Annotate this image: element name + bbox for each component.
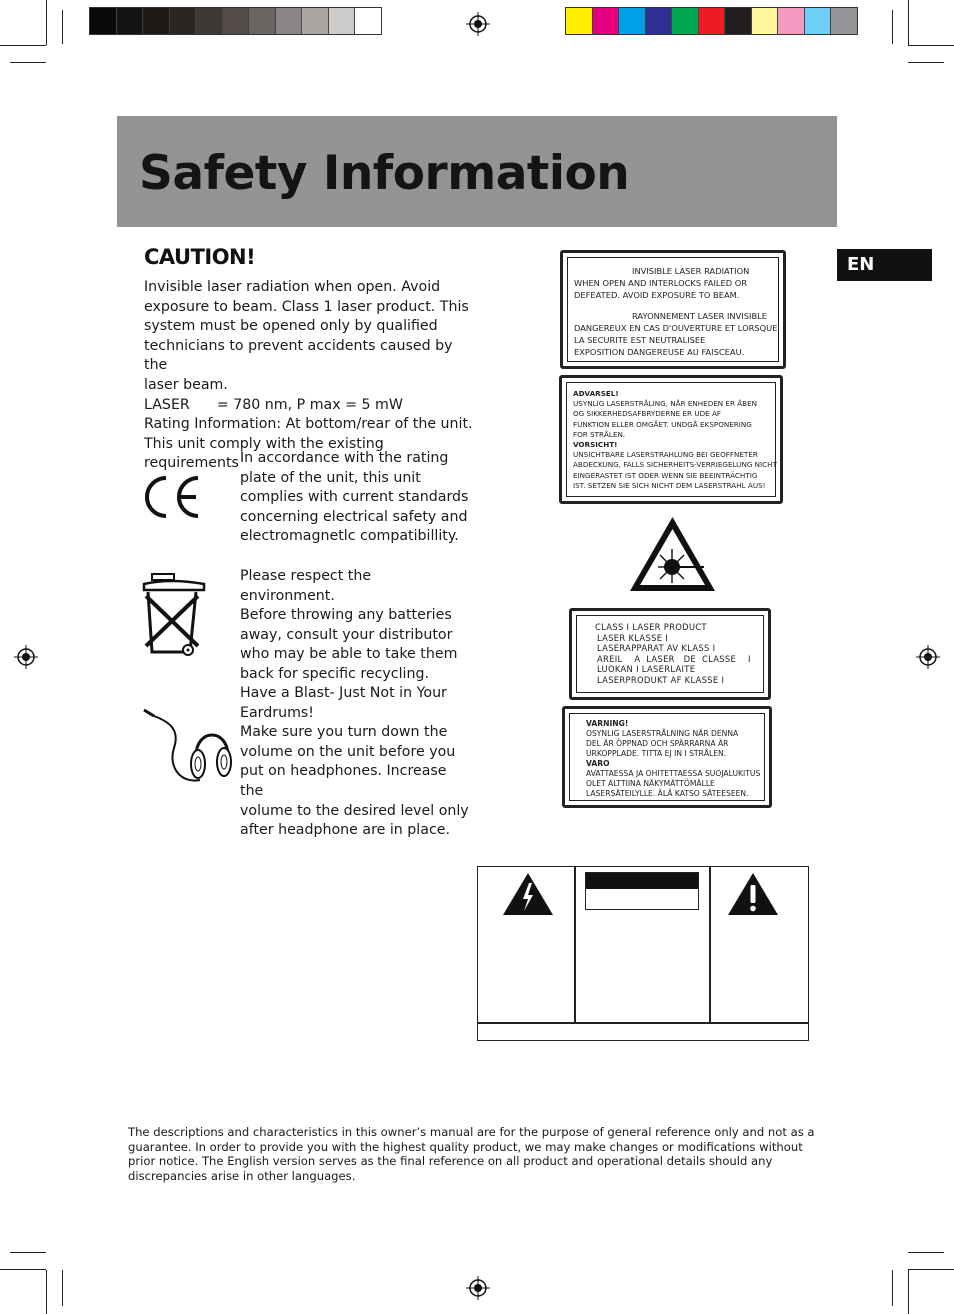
registration-mark-icon xyxy=(14,645,38,669)
notice-line: put on headphones. Increase the xyxy=(240,763,447,799)
caution-text xyxy=(144,278,474,474)
grayscale-calibration-bar xyxy=(89,7,382,35)
recycling-notice-text xyxy=(240,567,470,685)
calibration-swatch xyxy=(249,8,276,34)
exclamation-warning-icon xyxy=(727,872,779,916)
calibration-swatch xyxy=(831,8,857,34)
crop-mark xyxy=(10,1252,46,1253)
crop-mark xyxy=(46,1270,47,1314)
notice-line: Make sure you turn down the xyxy=(240,724,448,741)
laser-hazard-icon xyxy=(628,515,717,593)
notice-line: after headphone are in place. xyxy=(240,822,450,839)
calibration-swatch xyxy=(90,8,117,34)
crop-mark xyxy=(908,1252,944,1253)
disclaimer-line: guarantee. In order to provide you with the highest quality product, we may make changes or modifications without xyxy=(128,1139,803,1154)
disclaimer-line: discrepancies arise in other languages. xyxy=(128,1168,356,1183)
crop-mark xyxy=(0,45,46,46)
label-line: IST. SETZEN SIE SICH NICHT DEM LASERSTRAHL AUS! xyxy=(573,480,766,490)
divider xyxy=(574,867,576,1022)
calibration-swatch xyxy=(302,8,329,34)
calibration-swatch xyxy=(355,8,381,34)
varning-label xyxy=(562,706,772,808)
notice-line: volume to the desired level only xyxy=(240,802,469,819)
crop-mark xyxy=(908,1269,954,1270)
calibration-swatch xyxy=(196,8,223,34)
label-line: LASERAPPARAT AV KLASS I xyxy=(597,643,716,654)
calibration-swatch xyxy=(276,8,303,34)
label-line: AVATTAESSA JA OHITETTAESSA SUOJALUKITUS xyxy=(586,769,761,778)
crop-mark xyxy=(908,1270,909,1314)
lightning-warning-icon xyxy=(502,872,554,916)
label-line: FOR STRÅLEN. xyxy=(573,429,626,439)
caution-plate xyxy=(585,872,699,910)
registration-mark-icon xyxy=(466,1276,490,1300)
label-line: WHEN OPEN AND INTERLOCKS FAILED OR xyxy=(574,278,748,288)
caution-line: Rating Information: At bottom/rear of the unit. xyxy=(144,416,473,433)
calibration-swatch xyxy=(329,8,356,34)
label-line: DEL ÄR ÖPPNAD OCH SPÄRRARNA ÄR xyxy=(586,739,729,748)
notice-line: Please respect the environment. xyxy=(240,568,372,604)
notice-line: volume on the unit before you xyxy=(240,743,456,760)
label-line: ABDECKUNG, FALLS SICHERHEITS-VERRIEGELUNG NICHT xyxy=(573,460,777,470)
crop-mark xyxy=(62,1270,63,1306)
label-line: EXPOSITION DANGEREUSE AU FAISCEAU. xyxy=(574,347,745,357)
label-line: DANGEREUX EN CAS D'OUVERTURE ET LORSQUE xyxy=(574,323,778,333)
label-line: LASERSÄTEILYLLE. ÄLÄ KATSO SÄTEESEEN. xyxy=(586,789,749,798)
calibration-swatch xyxy=(223,8,250,34)
label-line: VARO xyxy=(586,759,610,768)
calibration-swatch xyxy=(593,8,620,34)
label-line: LASER KLASSE I xyxy=(597,632,669,643)
headphones-notice-text xyxy=(240,684,470,841)
label-line: FUNKTION ELLER OMGÅET. UNDGÅ EKSPONERING xyxy=(573,419,752,429)
crop-mark xyxy=(0,1269,46,1270)
language-tab: EN xyxy=(837,249,932,281)
calibration-swatch xyxy=(170,8,197,34)
label-line: OLET ALTTIINA NÄKYMÄTTÖMÄLLE xyxy=(586,779,715,788)
caution-line: technicians to prevent accidents caused by the xyxy=(144,337,453,374)
notice-line: concerning electrical safety and xyxy=(240,508,468,525)
label-line: LUOKAN I LASERLAITE xyxy=(597,664,696,675)
label-line: ADVARSEL! xyxy=(573,389,619,398)
crop-mark xyxy=(908,0,909,45)
divider xyxy=(709,867,711,1022)
calibration-swatch xyxy=(646,8,673,34)
crop-mark xyxy=(892,1270,893,1306)
notice-line: plate of the unit, this unit xyxy=(240,469,421,486)
calibration-swatch xyxy=(672,8,699,34)
label-line: CLASS I LASER PRODUCT xyxy=(595,622,707,632)
label-line: DEFEATED. AVOID EXPOSURE TO BEAM. xyxy=(574,290,740,300)
caution-line: laser beam. xyxy=(144,376,228,393)
caution-heading: CAUTION! xyxy=(144,245,256,269)
label-line: VARNING! xyxy=(586,719,629,728)
notice-line: who may be able to take them xyxy=(240,646,458,663)
page-header xyxy=(117,116,837,227)
label-line: AREIL A LASER DE CLASSE I xyxy=(597,653,751,664)
notice-line: Before throwing any batteries xyxy=(240,607,452,624)
calibration-swatch xyxy=(619,8,646,34)
label-line: UNSICHTBARE LASERSTRAHLUNG BEI GEOFFNETER xyxy=(573,450,758,460)
ce-mark-icon xyxy=(140,474,202,520)
calibration-swatch xyxy=(752,8,779,34)
crop-mark xyxy=(908,62,944,63)
caution-line: This unit comply with the existing requirements xyxy=(144,435,384,472)
calibration-swatch xyxy=(566,8,593,34)
label-line: URKOPPLADE. TITTA EJ IN I STRÅLEN. xyxy=(586,749,727,758)
label-line: INVISIBLE LASER RADIATION xyxy=(632,266,750,276)
headphones-icon xyxy=(140,700,232,788)
crossed-bin-icon xyxy=(140,572,208,658)
notice-line: In accordance with the rating xyxy=(240,450,449,466)
notice-line: Have a Blast- Just Not in Your xyxy=(240,685,447,701)
label-line: LASERPRODUKT AF KLASSE I xyxy=(597,674,725,685)
calibration-swatch xyxy=(778,8,805,34)
advarsel-label xyxy=(559,375,783,504)
label-line: LA SECURITE EST NEUTRALISEE xyxy=(574,335,706,345)
label-line: EINGERASTET IST ODER WENN SIE BEEINTRÄCHTIG xyxy=(573,470,758,480)
invisible-laser-label xyxy=(560,250,786,369)
registration-mark-icon xyxy=(466,12,490,36)
divider xyxy=(478,1022,808,1024)
disclaimer-line: prior notice. The English version serves as the final reference on all product and operational details should any xyxy=(128,1154,773,1169)
calibration-swatch xyxy=(143,8,170,34)
calibration-swatch xyxy=(699,8,726,34)
label-line: VORSICHT! xyxy=(573,440,618,450)
ce-notice-text xyxy=(240,449,470,547)
color-calibration-bar xyxy=(565,7,858,35)
label-line: OSYNLIG LASERSTRÅLNING NÄR DENNA xyxy=(586,729,739,738)
disclaimer-line: The descriptions and characteristics in this owner’s manual are for the purpose of general reference only and not as a xyxy=(128,1125,815,1139)
notice-line: electromagnetlc compatibillity. xyxy=(240,528,459,545)
notice-line: complies with current standards xyxy=(240,489,469,506)
disclaimer-text xyxy=(128,1125,818,1183)
crop-mark xyxy=(892,10,893,44)
label-line: USYNLIG LASERSTRÅLING, NÅR ENHEDEN ER ÅBEN xyxy=(573,399,758,409)
notice-line: back for specific recycling. xyxy=(240,665,429,682)
caution-line: Invisible laser radiation when open. Avoid xyxy=(144,279,441,295)
registration-mark-icon xyxy=(916,645,940,669)
page-title: Safety Information xyxy=(139,146,630,201)
label-line: RAYONNEMENT LASER INVISIBLE xyxy=(632,311,768,321)
crop-mark xyxy=(62,10,63,44)
class1-laser-label xyxy=(569,608,771,700)
caution-line: system must be opened only by qualified xyxy=(144,318,438,335)
crop-mark xyxy=(46,0,47,45)
caution-line: LASER = 780 nm, P max = 5 mW xyxy=(144,396,403,413)
notice-line: Eardrums! xyxy=(240,704,314,721)
calibration-swatch xyxy=(725,8,752,34)
crop-mark xyxy=(908,45,954,46)
label-line: OG SIKKERHEDSAFBRYDERNE ER UDE AF xyxy=(573,409,722,419)
shock-warning-box xyxy=(477,866,809,1041)
calibration-swatch xyxy=(117,8,144,34)
notice-line: away, consult your distributor xyxy=(240,626,453,643)
calibration-swatch xyxy=(805,8,832,34)
caution-line: exposure to beam. Class 1 laser product. This xyxy=(144,298,469,315)
crop-mark xyxy=(10,62,46,63)
